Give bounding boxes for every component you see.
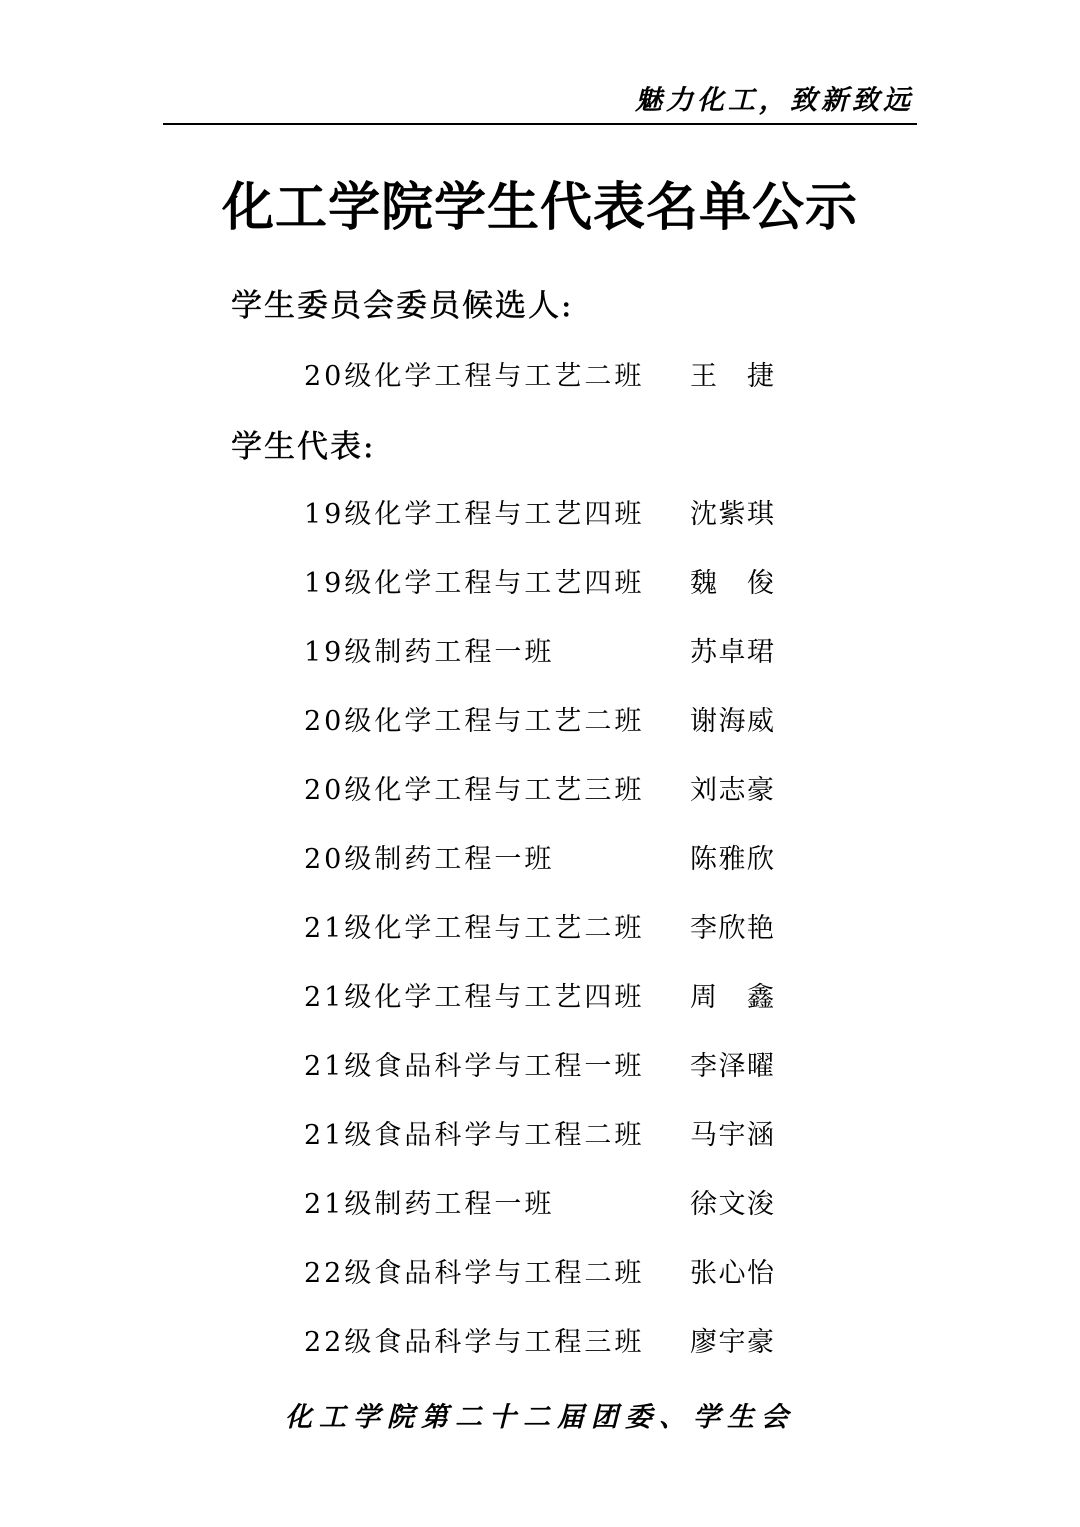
- section-heading-student-representatives: 学生代表:: [231, 429, 376, 465]
- entry-class: 20级化学工程与工艺二班: [304, 706, 645, 737]
- entry-name: 陈雅欣: [690, 844, 774, 875]
- section-heading-committee-candidates: 学生委员会委员候选人:: [231, 288, 574, 324]
- list-item: [304, 1113, 824, 1153]
- entry-name: 张心怡: [690, 1258, 774, 1289]
- list-item: [304, 1044, 824, 1084]
- entry-class: 19级制药工程一班: [304, 637, 555, 668]
- entry-class: 19级化学工程与工艺四班: [304, 568, 645, 599]
- entry-class: 21级化学工程与工艺二班: [304, 913, 645, 944]
- entry-class: 21级食品科学与工程一班: [304, 1051, 645, 1082]
- entry-class: 20级制药工程一班: [304, 844, 555, 875]
- entry-name: 沈紫琪: [690, 499, 774, 530]
- entry-class: 21级食品科学与工程二班: [304, 1120, 645, 1151]
- entry-class: 20级化学工程与工艺三班: [304, 775, 645, 806]
- list-item: [304, 492, 824, 532]
- entry-name: 苏卓珺: [690, 637, 774, 668]
- list-item: [304, 561, 824, 601]
- entry-class: 21级化学工程与工艺四班: [304, 982, 645, 1013]
- footer-organization: 化工学院第二十二届团委、学生会: [285, 1402, 795, 1433]
- list-item: [304, 837, 824, 877]
- entry-name: 王 捷: [690, 361, 774, 392]
- entry-class: 19级化学工程与工艺四班: [304, 499, 645, 530]
- entry-name: 马宇涵: [690, 1120, 774, 1151]
- entry-class: 22级食品科学与工程二班: [304, 1258, 645, 1289]
- entry-name: 廖宇豪: [690, 1327, 774, 1358]
- entry-class: 22级食品科学与工程三班: [304, 1327, 645, 1358]
- entry-class: 21级制药工程一班: [304, 1189, 555, 1220]
- list-item: [304, 354, 824, 394]
- entry-name: 刘志豪: [690, 775, 774, 806]
- list-item: [304, 1320, 824, 1360]
- list-item: [304, 768, 824, 808]
- page-title: 化工学院学生代表名单公示: [221, 177, 858, 238]
- entry-name: 周 鑫: [690, 982, 774, 1013]
- entry-name: 谢海威: [690, 706, 774, 737]
- entry-name: 李欣艳: [690, 913, 774, 944]
- list-item: [304, 975, 824, 1015]
- entry-name: 徐文浚: [690, 1189, 774, 1220]
- list-item: [304, 630, 824, 670]
- list-item: [304, 906, 824, 946]
- header-motto: 魅力化工，致新致远: [635, 85, 914, 116]
- list-item: [304, 1182, 824, 1222]
- entry-name: 李泽曜: [690, 1051, 774, 1082]
- header-rule: [163, 123, 917, 125]
- entry-name: 魏 俊: [690, 568, 774, 599]
- list-item: [304, 699, 824, 739]
- entry-class: 20级化学工程与工艺二班: [304, 361, 645, 392]
- list-item: [304, 1251, 824, 1291]
